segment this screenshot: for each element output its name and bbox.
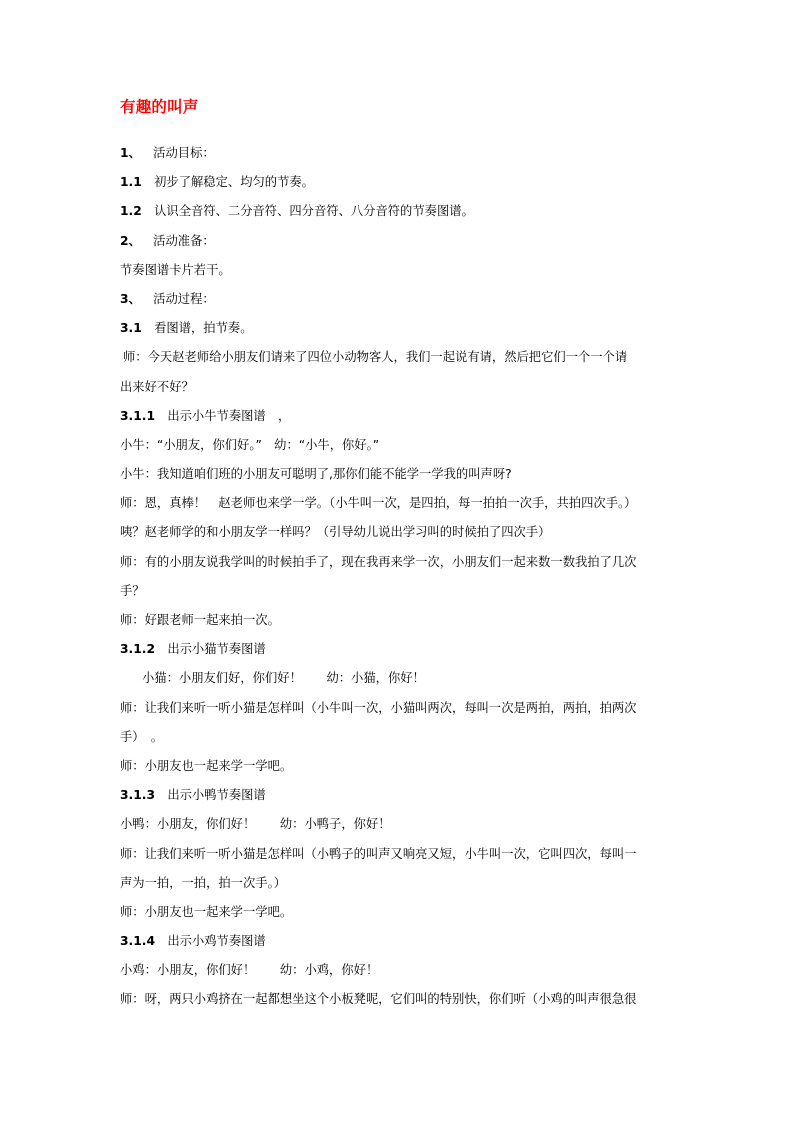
line-text: 初步了解稳定、均匀的节奏。 xyxy=(154,175,314,190)
line-text: 师：呀，两只小鸡挤在一起都想坐这个小板凳呢，它们叫的特别快，你们听（小鸡的叫声很急很 xyxy=(120,992,637,1007)
paragraph-line xyxy=(120,635,676,664)
line-text: 活动准备： xyxy=(153,233,215,248)
line-text: 师：小朋友也一起来学一学吧。 xyxy=(120,758,293,773)
paragraph-line xyxy=(120,489,676,518)
section-number: 3.1.4 xyxy=(120,934,156,949)
line-text: 小猫：小朋友们好，你们好！ 幼：小猫，你好！ xyxy=(142,671,425,686)
section-number: 3.1 xyxy=(120,321,142,336)
line-text: 师：有的小朋友说我学叫的时候拍手了，现在我再来学一次，小朋友们一起来数一数我拍了几次 xyxy=(120,554,637,569)
line-text: 师：让我们来听一听小猫是怎样叫（小鸭子的叫声又响亮又短，小牛叫一次，它叫四次，每叫一 xyxy=(120,846,637,861)
line-text: 活动过程： xyxy=(153,291,215,306)
section-number: 1.1 xyxy=(120,175,142,190)
paragraph-line xyxy=(120,606,676,635)
line-text: 咦？赵老师学的和小朋友学一样吗？（引导幼儿说出学习叫的时候拍了四次手） xyxy=(120,525,551,540)
number-gap xyxy=(141,146,153,160)
section-number: 3.1.3 xyxy=(120,788,156,803)
number-gap xyxy=(142,175,154,189)
paragraph-line xyxy=(120,168,676,197)
paragraph-line xyxy=(120,694,676,723)
paragraph-line xyxy=(120,956,676,985)
paragraph-line xyxy=(120,810,676,839)
paragraph-line xyxy=(120,197,676,226)
section-number: 3.1.1 xyxy=(120,408,156,423)
line-text: 小牛：我知道咱们班的小朋友可聪明了,那你们能不能学一学我的叫声呀? xyxy=(120,467,512,482)
number-gap xyxy=(141,292,153,306)
line-text: 师：小朋友也一起来学一学吧。 xyxy=(120,904,293,919)
line-text: 师：好跟老师一起来拍一次。 xyxy=(120,613,280,627)
line-text: 手） 。 xyxy=(120,729,164,744)
paragraph-line xyxy=(120,985,676,1014)
section-number: 1.2 xyxy=(120,204,142,219)
section-number: 3、 xyxy=(120,291,141,306)
number-gap xyxy=(142,204,154,218)
paragraph-line xyxy=(120,898,676,927)
paragraph-line xyxy=(120,781,676,810)
number-gap xyxy=(142,321,154,335)
paragraph-line xyxy=(120,285,676,314)
number-gap xyxy=(155,934,167,948)
paragraph-line xyxy=(120,343,676,372)
paragraph-line xyxy=(120,577,676,606)
number-gap xyxy=(155,409,167,423)
line-text: 出来好不好？ xyxy=(120,379,194,394)
paragraph-line xyxy=(120,139,676,168)
paragraph-line xyxy=(120,460,676,489)
document-title: 有趣的叫声 xyxy=(120,98,199,116)
line-text: 看图谱，拍节奏。 xyxy=(154,321,253,336)
paragraph-line xyxy=(120,548,676,577)
line-text: 师：今天赵老师给小朋友们请来了四位小动物客人，我们一起说有请，然后把它们一个一个请 xyxy=(123,350,628,365)
line-text: 出示小牛节奏图谱 ， xyxy=(167,408,291,423)
line-text: 活动目标： xyxy=(153,146,215,160)
paragraph-line xyxy=(120,752,676,781)
paragraph-line xyxy=(120,927,676,956)
line-text: 声为一拍，一拍，拍一次手。） xyxy=(120,875,287,890)
line-text: 认识全音符、二分音符、四分音符、八分音符的节奏图谱。 xyxy=(154,204,474,219)
paragraph-line xyxy=(120,227,676,256)
line-text: 出示小猫节奏图谱 xyxy=(167,642,266,657)
paragraph-line xyxy=(120,373,676,402)
section-number: 3.1.2 xyxy=(120,642,156,657)
document-body xyxy=(120,139,676,1015)
paragraph-line xyxy=(120,840,676,869)
number-gap xyxy=(155,642,167,656)
line-text: 小鸭：小朋友，你们好！ 幼：小鸭子，你好！ xyxy=(120,817,391,832)
line-text: 出示小鸭节奏图谱 xyxy=(167,788,266,803)
number-gap xyxy=(141,234,153,248)
paragraph-line xyxy=(120,314,676,343)
paragraph-line xyxy=(120,723,676,752)
line-text: 出示小鸡节奏图谱 xyxy=(167,934,266,949)
paragraph-line xyxy=(120,256,676,285)
paragraph-line xyxy=(120,431,676,460)
line-text: 手？ xyxy=(120,583,145,598)
line-text: 师：让我们来听一听小猫是怎样叫（小牛叫一次，小猫叫两次，每叫一次是两拍，两拍，拍两次 xyxy=(120,700,637,715)
line-text: 节奏图谱卡片若干。 xyxy=(120,262,231,277)
line-text: 小牛：“小朋友，你们好。” 幼：“小牛，你好。” xyxy=(120,437,380,452)
line-text: 小鸡：小朋友，你们好！ 幼：小鸡，你好！ xyxy=(120,963,379,978)
line-text: 师：恩，真棒！ 赵老师也来学一学。（小牛叫一次，是四拍，每一拍拍一次手，共拍四次手。） xyxy=(120,496,637,511)
paragraph-line xyxy=(120,664,676,693)
paragraph-line xyxy=(120,869,676,898)
paragraph-line xyxy=(120,518,676,547)
paragraph-line xyxy=(120,402,676,431)
section-number: 2、 xyxy=(120,233,141,248)
section-number: 1、 xyxy=(120,146,141,160)
number-gap xyxy=(155,788,167,802)
